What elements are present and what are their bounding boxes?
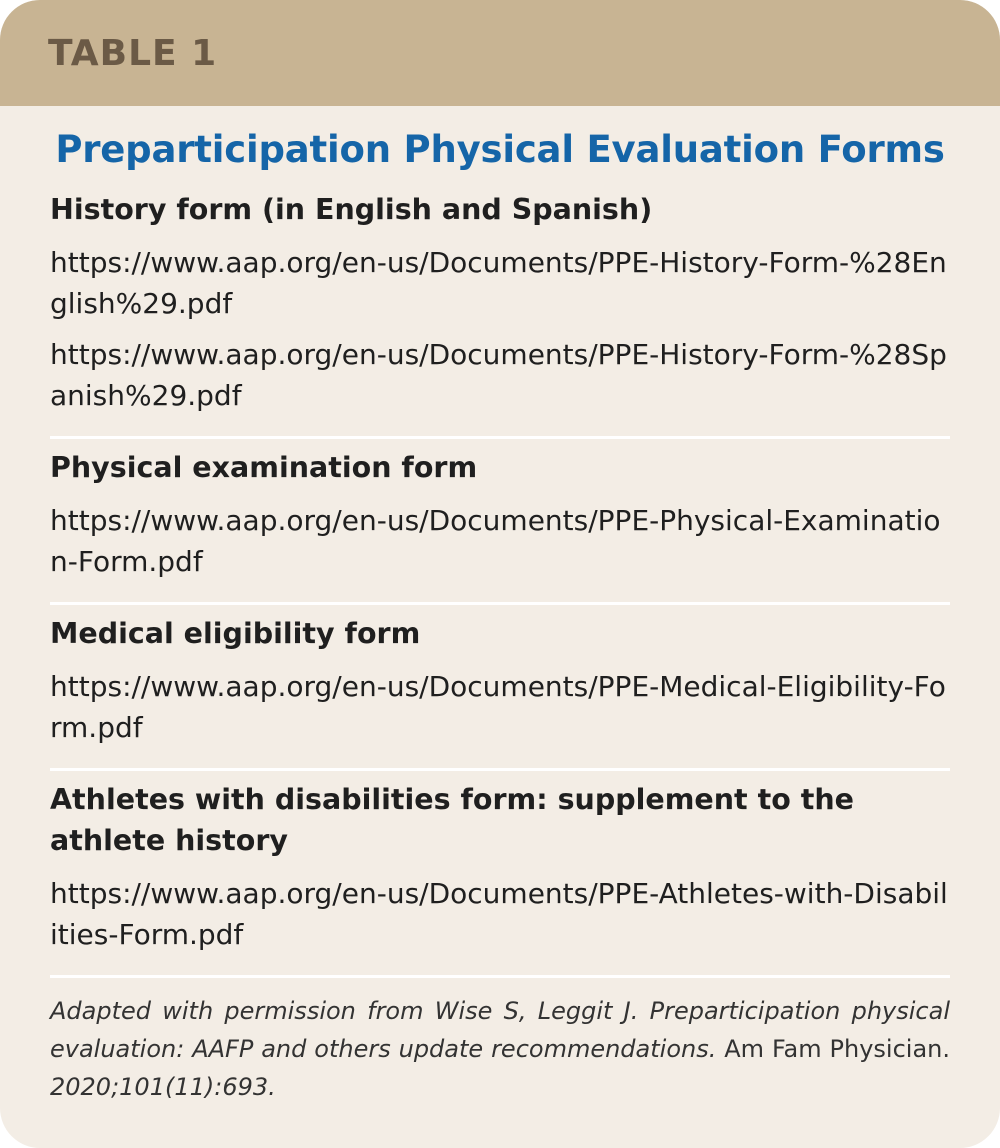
card-body [0,106,1000,1106]
source-footnote [50,992,950,1106]
link-athletes-disabilities[interactable]: https://www.aap.org/en-us/Documents/PPE-Athletes-with-Disabilities-Form.pdf [50,877,948,951]
section-heading: Athletes with disabilities form: supplement to the athlete history [50,783,854,857]
footnote-journal: Am Fam Physician. [716,1035,950,1063]
section-heading: History form (in English and Spanish) [50,193,653,226]
table-title: Preparticipation Physical Evaluation Forms [55,128,945,171]
section-athletes-disabilities-form [50,779,950,978]
url-history-english[interactable] [50,242,950,324]
url-medical-eligibility[interactable] [50,666,950,748]
section-history-form [50,189,950,439]
footnote-volume: 2020;101(11):693. [50,1073,276,1101]
link-physical-exam[interactable]: https://www.aap.org/en-us/Documents/PPE-Physical-Examination-Form.pdf [50,504,941,578]
link-medical-eligibility[interactable]: https://www.aap.org/en-us/Documents/PPE-Medical-Eligibility-Form.pdf [50,670,946,744]
url-athletes-disabilities[interactable] [50,873,950,955]
section-heading: Medical eligibility form [50,617,421,650]
link-history-spanish[interactable]: https://www.aap.org/en-us/Documents/PPE-History-Form-%28Spanish%29.pdf [50,338,947,412]
section-medical-eligibility-form [50,613,950,771]
url-physical-exam[interactable] [50,500,950,582]
card-header [0,0,1000,106]
section-physical-exam-form [50,447,950,605]
url-history-spanish[interactable] [50,334,950,416]
link-history-english[interactable]: https://www.aap.org/en-us/Documents/PPE-History-Form-%28English%29.pdf [50,246,947,320]
section-heading: Physical examination form [50,451,478,484]
footnote-citation: Adapted with permission from Wise S, Leggit J. Preparticipation physical evaluation: AAFP and others update recommendations. [50,997,950,1063]
table-label: TABLE 1 [48,32,218,74]
